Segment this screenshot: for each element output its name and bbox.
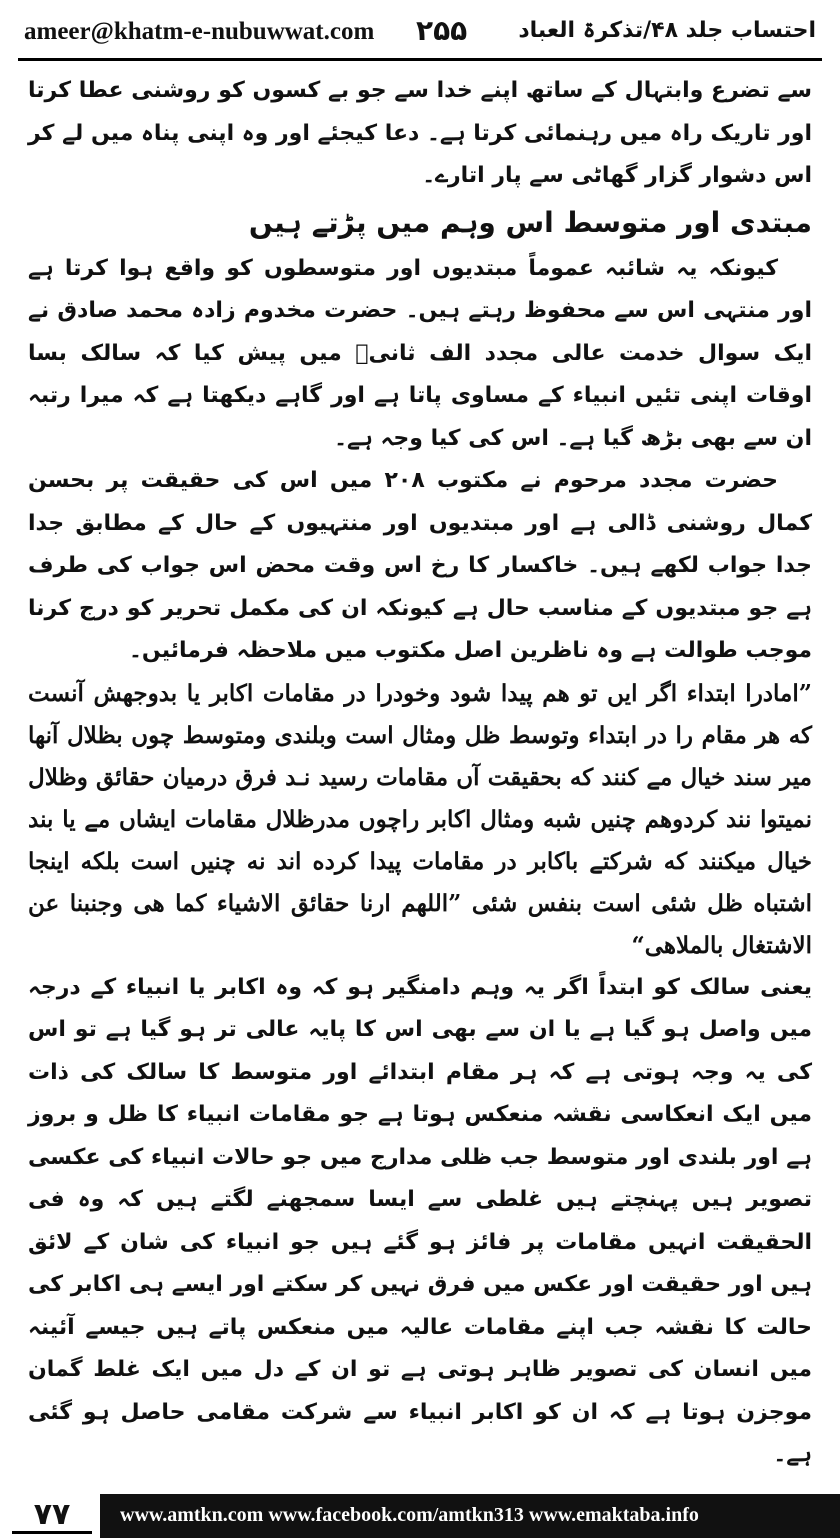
paragraph-answer: حضرت مجدد مرحوم نے مکتوب ۲۰۸ میں اس کی حقیقت پر بحسن کمال روشنی ڈالی ہے اور مبتدیوں اور منتہیوں کے حال کے مطابق جدا جدا جواب لکھے ہیں۔ خاکسار کا رخ اس وقت محض اس جواب کی طرف ہے جو مبتدیوں کے مناسب حال ہے کیونکہ ان کی مکمل تحریر کو درج کرنا موجب طوالت ہے وہ ناظرین اصل مکتوب میں ملاحظہ فرمائیں۔ — [28, 468, 812, 663]
header-email: ameer@khatm-e-nubuwwat.com — [24, 18, 375, 45]
page-header — [18, 12, 822, 56]
header-divider — [18, 58, 822, 61]
footer-links[interactable]: www.amtkn.com www.facebook.com/amtkn313 www.emaktaba.info — [120, 1504, 699, 1526]
page-body — [28, 70, 812, 1477]
section-heading: مبتدی اور متوسط اس وہم میں پڑتے ہیں — [248, 205, 812, 239]
header-page-number: ۲۵۵ — [416, 14, 468, 47]
paragraph-question: کیونکہ یہ شائبہ عموماً مبتدیوں اور متوسطوں کو واقع ہوا کرتا ہے اور منتہی اس سے محفوظ رہتے ہیں۔ حضرت مخدوم زادہ محمد صادق نے ایک سوال خدمت عالی مجدد الف ثانیؒ میں پیش کیا کہ سالک بسا اوقات اپنی تئیں انبیاء کے مساوی پاتا ہے اور گاہے دیکھتا ہے کہ میرا رتبہ ان سے بھی بڑھ گیا ہے۔ اس کی کیا وجہ ہے۔ — [28, 255, 812, 451]
header-book-title: احتساب جلد ۴۸/تذکرۃ العباد — [518, 18, 816, 43]
page-footer — [0, 1490, 840, 1540]
persian-quotation: ”امادرا ابتداء اگر ایں تو هم پیدا شود وخودرا در مقامات اکابر یا بدوجهش آنست که هر مقام را در ابتداء وتوسط ظل ومثال است وبلندی ومتوسط چوں بظلال آنها میر سند خیال مے کنند که بحقیقت آں مقامات رسید نـد فرق درمیان حقائق وظلال نمیتوا نند کردوهم چنیں شبه ومثال اکابر راچوں مدرظلال مقامات ایشاں مے یا بند خیال میکنند که شرکتے باکابر در مقامات پیدا کرده اند نه چنیں است بلکه اینجا اشتباه ظل شئی است بنفس شئی ”اللهم ارنا حقائق الاشیاء کما هی وجنبنا عن الاشتغال بالملاهی“ — [28, 679, 812, 959]
paragraph-intro: سے تضرع وابتہال کے ساتھ اپنے خدا سے جو بے کسوں کو روشنی عطا کرتا اور تاریک راہ میں رہنمائی کرتا ہے۔ دعا کیجئے اور وہ اپنی پناہ میں لے کر اس دشوار گزار گھاٹی سے پار اتارے۔ — [28, 78, 812, 188]
urdu-translation: یعنی سالک کو ابتداً اگر یہ وہم دامنگیر ہو کہ وہ اکابر یا انبیاء کے درجہ میں واصل ہو گیا ہے یا ان سے بھی اس کا پایہ عالی تر ہو گیا ہے تو اس کی یہ وجہ ہوتی ہے کہ ہر مقام ابتدائے اور متوسط کا سالک کی ذات میں ایک انعکاسی نقشہ منعکس ہوتا ہے جو مقامات انبیاء کا ظل و بروز ہے اور بلندی اور متوسط جب ظلی مدارج میں جو حالات انبیاء کی عکسی تصویر ہیں پہنچتے ہیں غلطی سے ایسا سمجھنے لگتے ہیں کہ وہ فی الحقیقت انہیں مقامات پر فائز ہو گئے ہیں جو انبیاء کی شان کے لائق ہیں اور حقیقت اور عکس میں فرق نہیں کر سکتے اور ایسے ہی اکابر کی حالت کا نقشہ جب اپنے مقامات عالیہ میں منعکس پاتے ہیں جیسے آئینہ میں انسان کی تصویر ظاہر ہوتی ہے تو ان کے دل میں ایک غلط گمان موجزن ہوتا ہے کہ ان کو اکابر انبیاء سے شرکت مقامی حاصل ہو گئی ہے۔ — [28, 974, 812, 1467]
footer-page-number: ۷۷ — [12, 1492, 92, 1538]
